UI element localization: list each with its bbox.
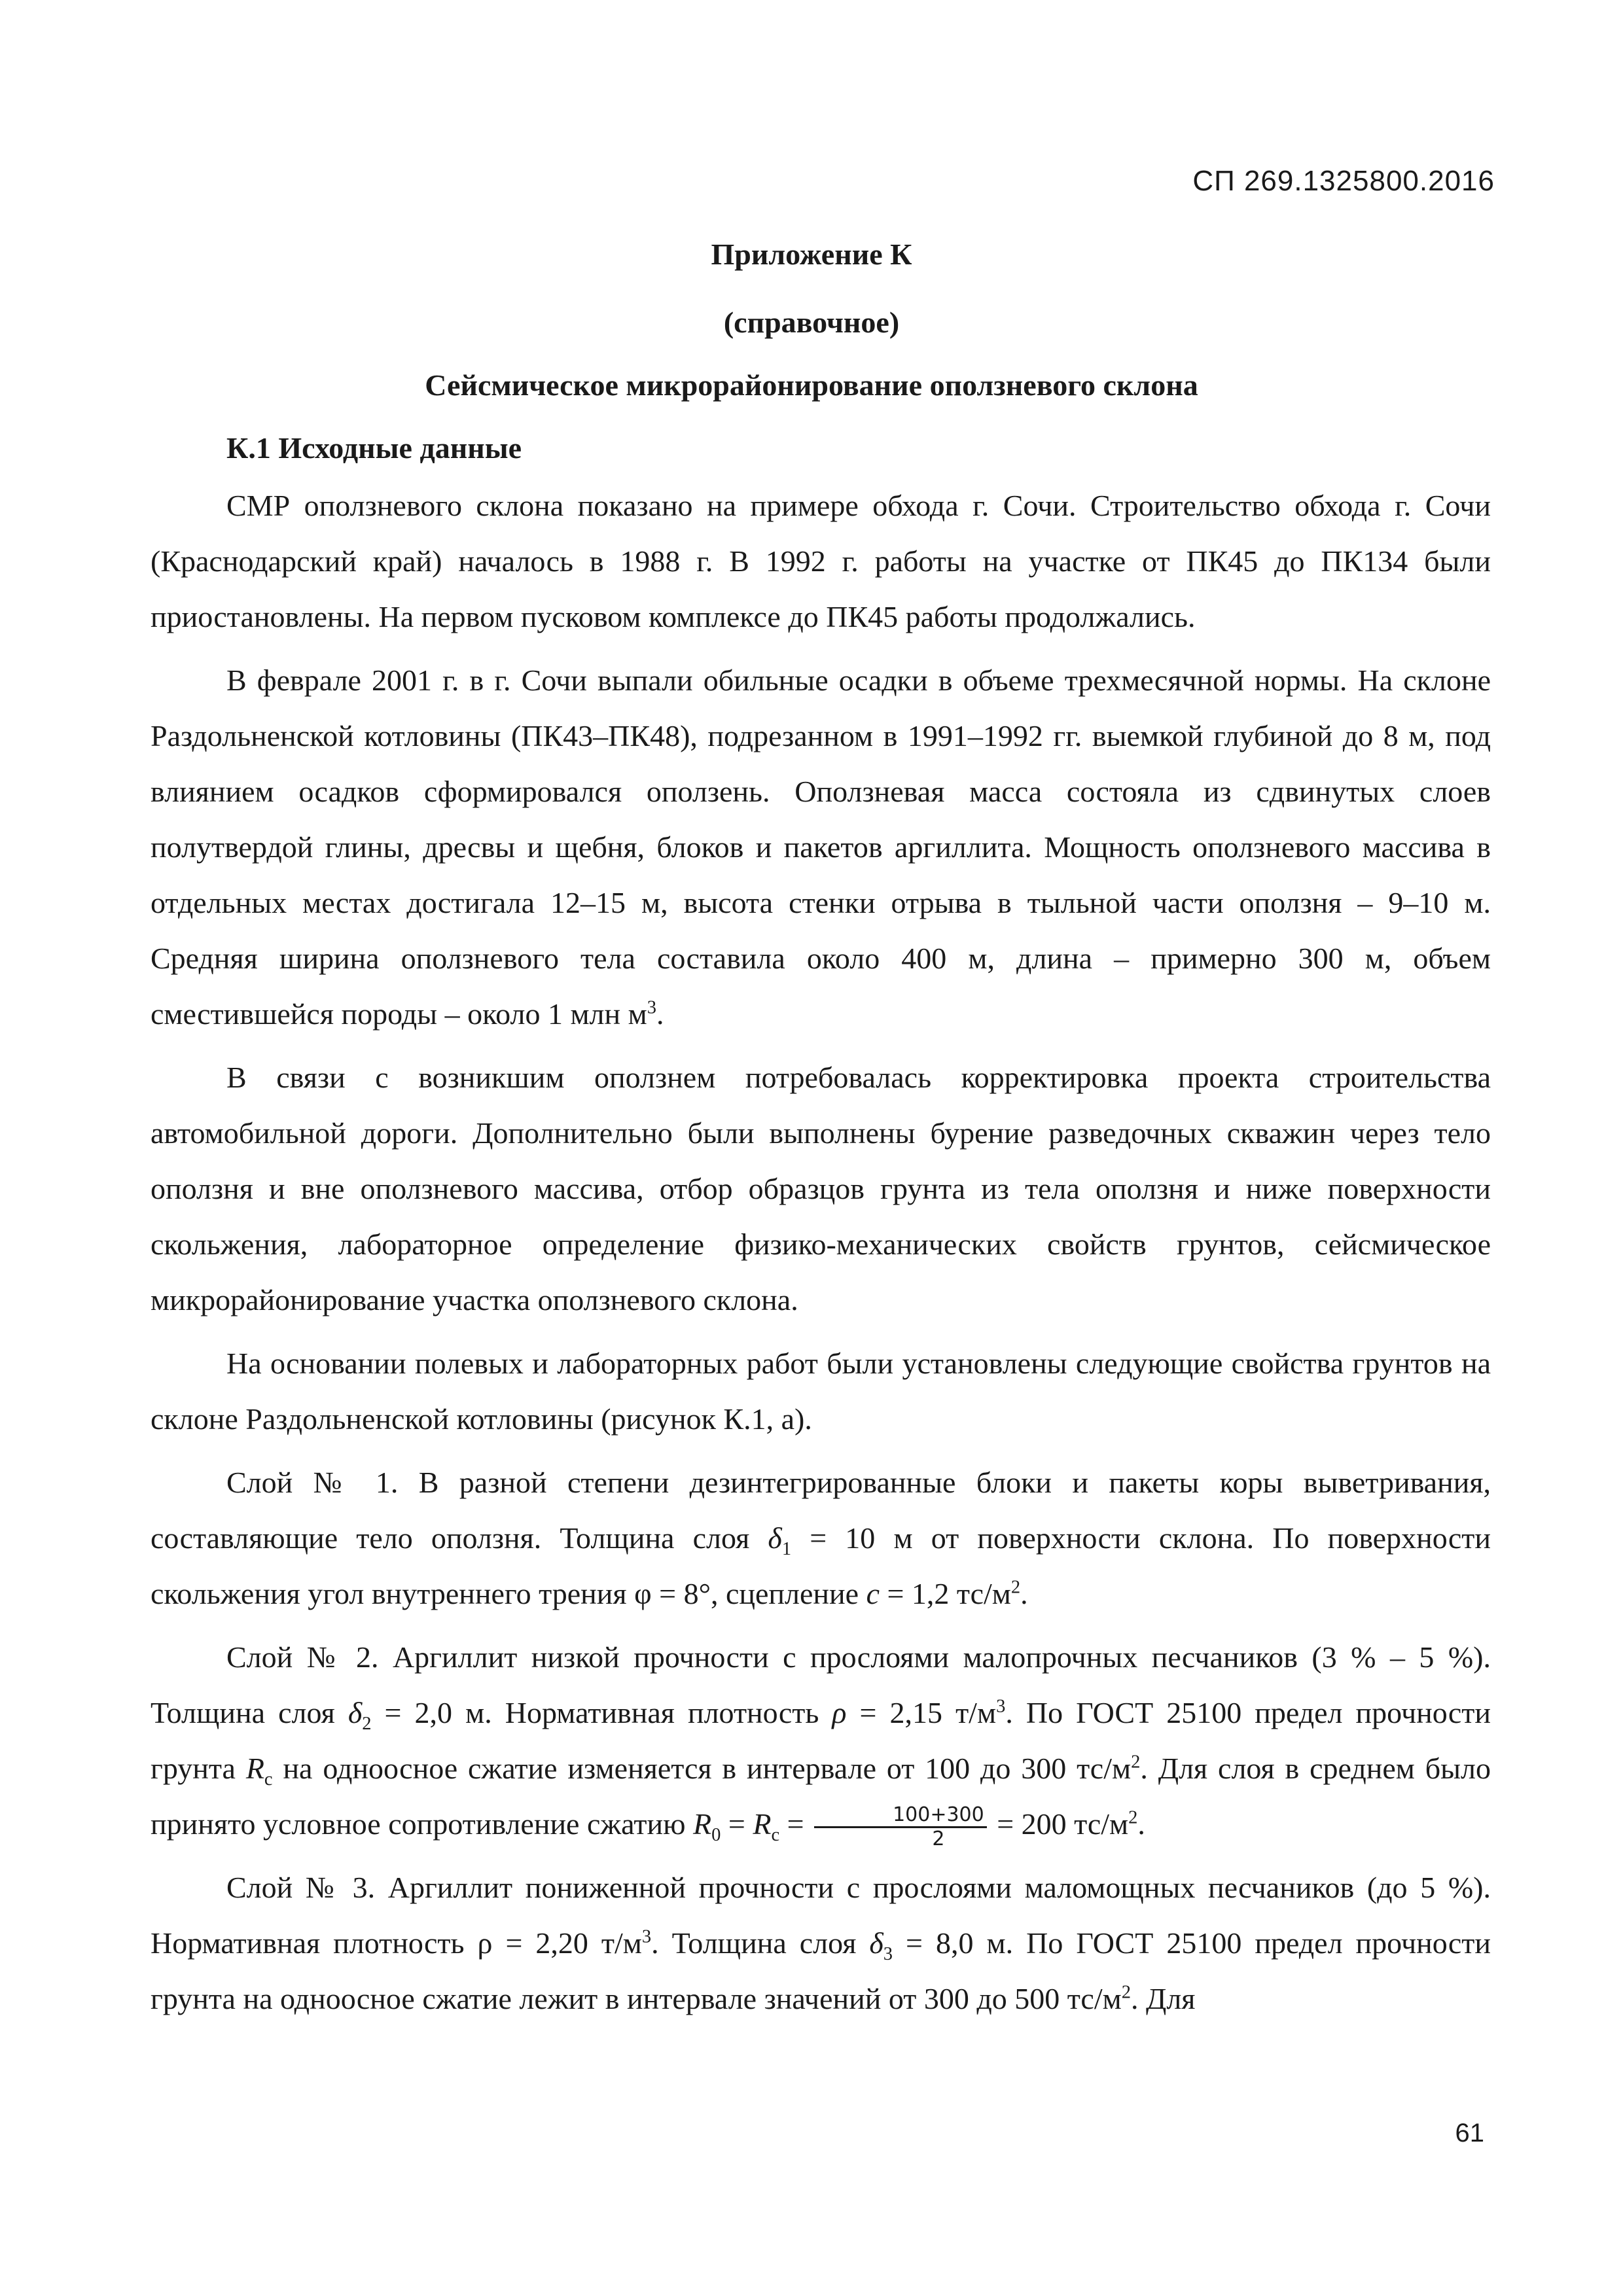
paragraph-1: СМР оползневого склона показано на примере обхода г. Сочи. Строительство обхода г. Сочи (Краснодарский край) началось в 1988 г. В 1992 г. работы на участке от ПК45 до ПК134 были приостановлены. На первом пусковом комплексе до ПК45 работы продолжались. [151, 489, 1491, 633]
subscript: c [264, 1769, 273, 1790]
text-run: = 1,2 тс/м [879, 1577, 1011, 1610]
superscript: 3 [641, 1926, 652, 1947]
text-run: . [1020, 1577, 1028, 1610]
text-run: . Толщина слоя [651, 1926, 870, 1960]
text-run: = [779, 1807, 812, 1841]
density-symbol: ρ [832, 1696, 847, 1729]
subscript: 2 [362, 1714, 372, 1735]
paragraph-2 [151, 652, 1491, 1042]
fraction-numerator: 100+300 [814, 1804, 987, 1828]
subscript: 0 [711, 1825, 721, 1846]
text-run: = 2,15 т/м [846, 1696, 997, 1729]
text-run: . Для [1130, 1982, 1196, 2015]
text-run: = [721, 1807, 753, 1841]
fraction-denominator: 2 [932, 1827, 945, 1850]
text-run: = 10 м от поверхности склона. По поверхности скольжения угол внутреннего трения φ = 8°, сцепление [151, 1521, 1491, 1610]
superscript: 2 [1128, 1807, 1138, 1828]
cohesion-symbol: c [866, 1577, 880, 1610]
resistance-symbol: R [693, 1807, 712, 1841]
text-run: на одноосное сжатие изменяется в интервале от 100 до 300 тс/м [272, 1752, 1132, 1785]
text-run: Слой № 1. В разной степени дезинтегрированные блоки и пакеты коры выветривания, составляющие тело оползня. Толщина слоя [151, 1466, 1491, 1555]
document-code: СП 269.1325800.2016 [1192, 165, 1495, 197]
text-run: Слой № 2. Аргиллит низкой прочности с прослоями малопрочных песчаников (3 % – 5 %). Толщина слоя [151, 1640, 1491, 1729]
text-run: . По ГОСТ 25100 предел прочности грунта [151, 1696, 1491, 1785]
subscript: 3 [883, 1944, 893, 1965]
superscript: 3 [647, 997, 656, 1018]
text-run: . Для слоя в среднем было принято условное сопротивление сжатию [151, 1752, 1491, 1841]
superscript: 3 [996, 1696, 1006, 1717]
strength-symbol: R [245, 1752, 264, 1785]
paragraph-layer-2 [151, 1629, 1491, 1852]
section-heading: К.1 Исходные данные [226, 431, 522, 465]
paragraph-layer-1 [151, 1455, 1491, 1621]
paragraph-2-end: . [656, 997, 664, 1031]
superscript: 2 [1131, 1752, 1141, 1773]
delta-symbol: δ [869, 1926, 883, 1960]
text-run: Слой № 3. Аргиллит пониженной прочности с прослоями маломощных песчаников (до 5 %). Нормативная плотность ρ = 2,20 т/м [151, 1871, 1491, 1960]
paragraph-4: На основании полевых и лабораторных работ были установлены следующие свойства грунтов на склоне Раздольненской котловины (рисунок К.1, а). [151, 1347, 1491, 1436]
appendix-subject: Сейсмическое микрорайонирование оползневого склона [425, 368, 1198, 402]
text-run: = 2,0 м. Нормативная плотность [371, 1696, 832, 1729]
superscript: 2 [1121, 1982, 1131, 2003]
subscript: c [771, 1825, 780, 1846]
paragraph-3: В связи с возникшим оползнем потребовалась корректировка проекта строительства автомобильной дороги. Дополнительно были выполнены бурение разведочных скважин через тело оползня и вне оползневого массива, отбор образцов грунта из тела оползня и ниже поверхности скольжения, лабораторное определение физико-механических свойств грунтов, сейсмическое микрорайонирование участка оползневого склона. [151, 1061, 1491, 1316]
strength-symbol: R [753, 1807, 772, 1841]
appendix-title: Приложение К [711, 238, 912, 271]
delta-symbol: δ [768, 1521, 782, 1555]
paragraph-layer-3 [151, 1860, 1491, 2026]
document-body [151, 478, 1491, 2034]
page-number: 61 [1455, 2119, 1484, 2147]
fraction [814, 1804, 987, 1850]
appendix-type: (справочное) [723, 306, 900, 339]
subscript: 1 [781, 1539, 792, 1560]
text-run: = 8,0 м. По ГОСТ 25100 предел прочности грунта на одноосное сжатие лежит в интервале значений от 300 до 500 тс/м [151, 1926, 1491, 2015]
paragraph-2-text: В феврале 2001 г. в г. Сочи выпали обильные осадки в объеме трехмесячной нормы. На склоне Раздольненской котловины (ПК43–ПК48), подрезанном в 1991–1992 гг. выемкой глубиной до 8 м, под влиянием осадков сформировался оползень. Оползневая масса состояла из сдвинутых слоев полутвердой глины, дресвы и щебня, блоков и пакетов аргиллита. Мощность оползневого массива в отдельных местах достигала 12–15 м, высота стенки отрыва в тыльной части оползня – 9–10 м. Средняя ширина оползневого тела составила около 400 м, длина – примерно 300 м, объем сместившейся породы – около 1 млн м [151, 663, 1491, 1031]
delta-symbol: δ [348, 1696, 363, 1729]
text-run: . [1137, 1807, 1145, 1841]
superscript: 2 [1010, 1577, 1021, 1598]
text-run: = 200 тс/м [989, 1807, 1129, 1841]
